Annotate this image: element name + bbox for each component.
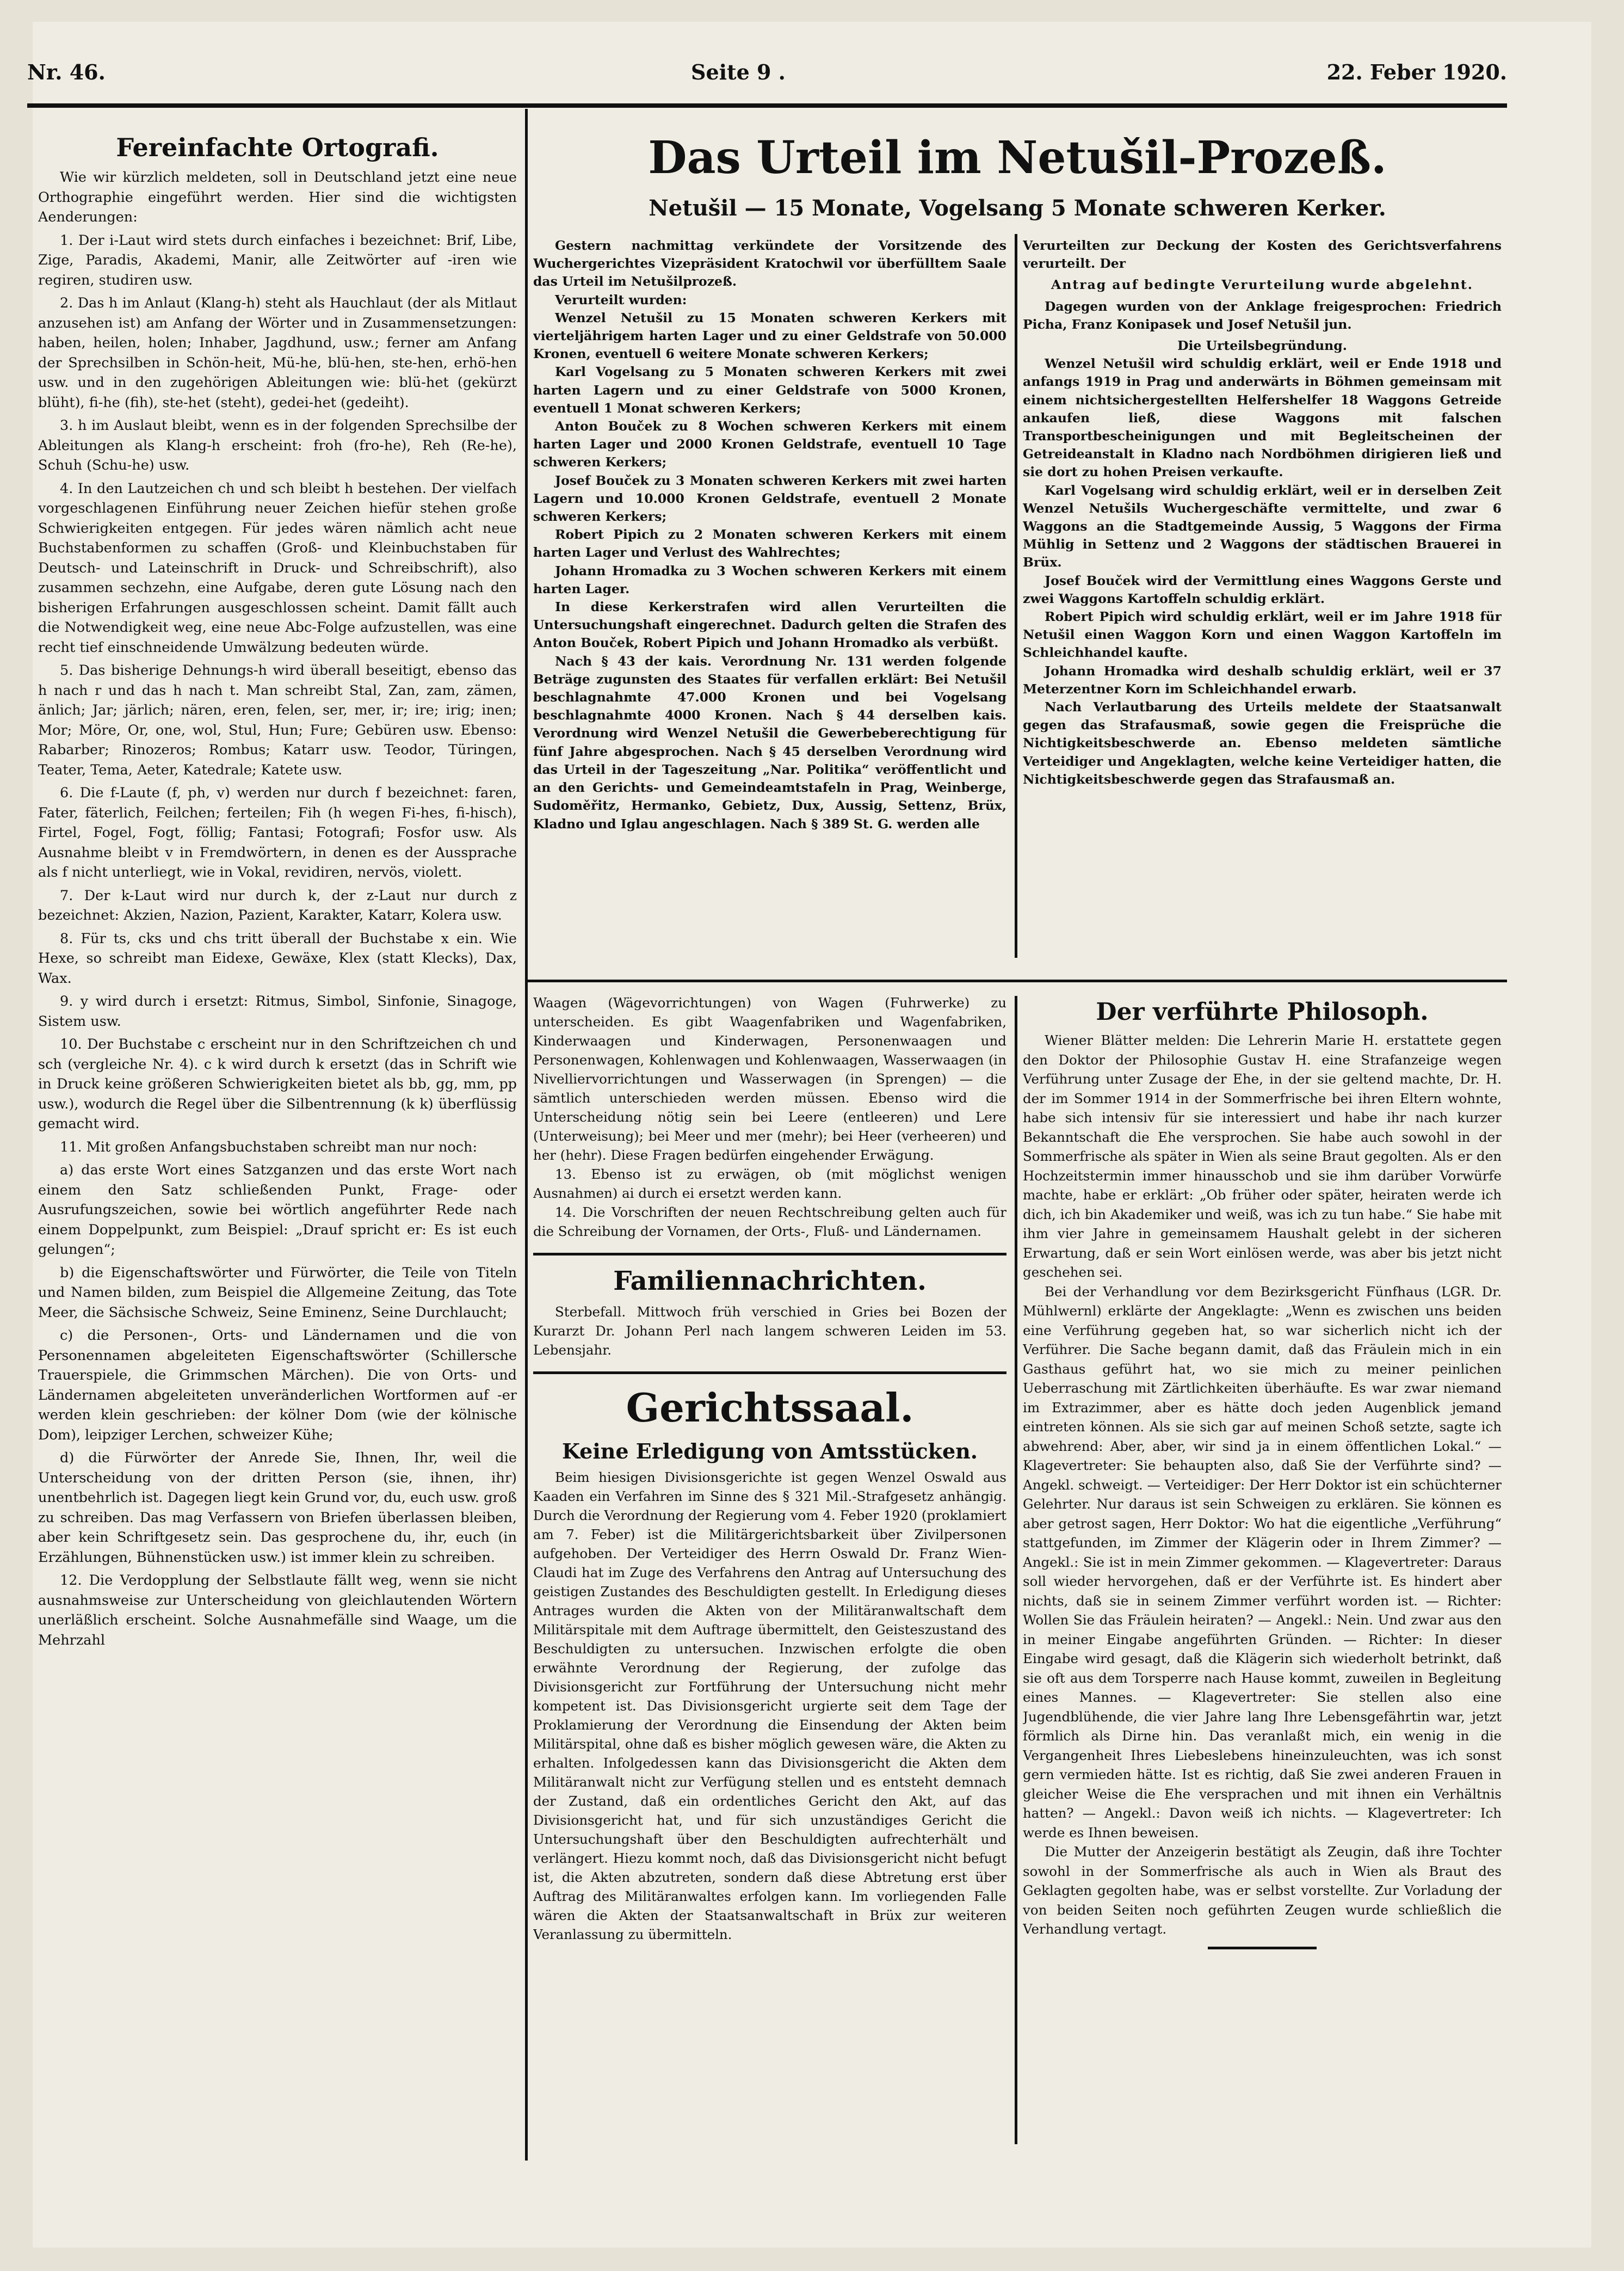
urteil-column-right	[1023, 237, 1502, 977]
ortografie-title: Fereinfachte Ortografi.	[116, 133, 439, 162]
ortografie-paragraph: 8. Für ts, cks und chs tritt überall der Buchstabe x ein. Wie Hexe, so schreibt man Eidexe, Gewäxe, Klex (statt Klecks), Dax, Wax.	[38, 930, 517, 987]
article-philosoph	[1023, 996, 1502, 2144]
ortografie-paragraph: 6. Die f-Laute (f, ph, v) werden nur durch f bezeichnet: faren, Fater, fäterlich, Feilchen; ferteilen; Fih (h wegen Fi-hes, fi-hisch), Firtel, Fogel, Fogt, föllig; Fantasi; Fotografi; Fosfor usw. Als Ausnahme bleibt v in Fremdwörtern, in denen es der Aussprache als f nicht unterliegt, wie in Vokal, revidiren, nervös, violett.	[38, 785, 517, 881]
ortografie-paragraph: 4. In den Lautzeichen ch und sch bleibt h bestehen. Der vielfach vorgeschlagenen Einführung neuer Zeichen hiefür stehen große Schwierigkeiten entgegen. Für jedes wären nämlich acht neue Buchstabenformen zu schaffen (Groß- und Kleinbuchstaben für Deutsch- und Lateinschrift in Druck- und Schreibschrift), also zusammen sechzehn, eine Aufgabe, deren gute Lösung nach den bisherigen Erfahrungen ausgeschlossen scheint. Damit fällt auch die Notwendigkeit weg, eine neue Abc-Folge aufzustellen, was eine recht tief einschneidende Umwälzung bedeuten würde.	[38, 480, 517, 656]
urteil-paragraph: Gestern nachmittag verkündete der Vorsitzende des Wuchergerichtes Vizepräsident Kratochwil vor überfülltem Saale das Urteil im Netušilprozeß.	[533, 238, 1006, 290]
ortografie-paragraph: a) das erste Wort eines Satzganzen und das erste Wort nach einem den Satz schließenden Punkt, Frage- oder Ausrufungszeichen, sowie bei wörtlich angeführter Rede nach einem Doppelpunkt, zum Beispiel: „Drauf spricht er: Es ist euch gelungen“;	[38, 1162, 517, 1258]
ortografie-paragraph: 3. h im Auslaut bleibt, wenn es in der folgenden Sprechsilbe der Ableitungen als Klang-h erscheint: froh (fro-he), Reh (Re-he), Schuh (Schu-he) usw.	[38, 417, 517, 473]
urteil-paragraph: Johann Hromadka zu 3 Wochen schweren Kerkers mit einem harten Lager.	[533, 563, 1006, 596]
urteil-paragraph: Josef Bouček zu 3 Monaten schweren Kerkers mit zwei harten Lagern und 10.000 Kronen Geldstrafe, eventuell 2 Monate schweren Kerkers;	[533, 472, 1006, 525]
familien-text: Sterbefall. Mittwoch früh verschied in Gries bei Bozen der Kurarzt Dr. Johann Perl nach langem schweren Leiden im 53. Lebensjahr.	[533, 1304, 1006, 1358]
urteil-paragraph: Karl Vogelsang zu 5 Monaten schweren Kerkers mit zwei harten Lagern und zu einer Geldstrafe von 5000 Kronen, eventuell 1 Monat schweren Kerkers;	[533, 364, 1006, 416]
ortografie-body	[38, 168, 517, 1650]
ortografie-paragraph: 13. Ebenso ist zu erwägen, ob (mit möglichst wenigen Ausnahmen) ai durch ei ersetzt werden kann.	[533, 1166, 1006, 1201]
philosoph-paragraph: Die Mutter der Anzeigerin bestätigt als Zeugin, daß ihre Tochter sowohl in der Sommerfrische als auch in Wien als Braut des Geklagten gegolten habe, was er selbst vorstellte. Zur Vorladung der von beiden Seiten noch geführten Zeugen wurde schließlich die Verhandlung vertagt.	[1023, 1844, 1502, 1937]
column-rule-left	[525, 109, 528, 2161]
urteil-paragraph: Johann Hromadka wird deshalb schuldig erklärt, weil er 37 Meterzentner Korn im Schleichhandel erwarb.	[1023, 663, 1502, 697]
ortografie-continuation	[533, 993, 1006, 1241]
section-rule	[533, 1371, 1006, 1374]
urteil-paragraph: Robert Pipich zu 2 Monaten schweren Kerkers mit einem harten Lager und Verlust des Wahlrechtes;	[533, 527, 1006, 561]
ortografie-paragraph: 5. Das bisherige Dehnungs-h wird überall beseitigt, ebenso das h nach r und das h nach t. Man schreibt Stal, Zan, zam, zämen, änlich; Jar; järlich; nären, eren, felen, ser, mer, ir; ire; irig; inen; Mor; Möre, Or, one, wol, Stul, Hun; Fure; Gebüren usw. Ebenso: Rabarber; Rinozeros; Rombus; Katarr usw. Teodor, Türingen, Teater, Tema, Aeter, Katedrale; Katete usw.	[38, 662, 517, 778]
header-rule	[27, 103, 1507, 108]
urteil-paragraph: Robert Pipich wird schuldig erklärt, weil er im Jahre 1918 für Netušil einen Waggon Korn und einen Waggon Kartoffeln im Schleichhandel kaufte.	[1023, 609, 1502, 661]
ortografie-paragraph: c) die Personen-, Orts- und Ländernamen und die von Personennamen abgeleiteten Eigenschaftswörter (Schillersche Trauerspiele, die Grimmschen Märchen). Die von Orts- und Ländernamen abgeleiteten unveränderlichen Wortformen auf -er werden klein geschrieben: der kölner Dom (wie der kölnische Dom), leipziger Lerchen, schweizer Kühe;	[38, 1327, 517, 1443]
urteil-subheading: Die Urteilsbegründung.	[1177, 338, 1347, 354]
urteil-paragraph: Nach § 43 der kais. Verordnung Nr. 131 werden folgende Beträge zugunsten des Staates für verfallen erklärt: Bei Netušil beschlagnahmte 47.000 Kronen und bei Vogelsang beschlagnahmte 4000 Kronen. Nach § 44 derselben kais. Verordnung wird Wenzel Netušil die Gewerbeberechtigung für fünf Jahre abgesprochen. Nach § 45 derselben Verordnung wird das Urteil in der Tageszeitung „Nar. Politika“ veröffentlicht und an den Gerichts- und Gemeindeamtstafeln in Prag, Weinberge, Sudoměřitz, Hermanko, Gebietz, Dux, Aussig, Settenz, Brüx, Kladno und Iglau angeschlagen. Nach § 389 St. G. werden alle	[533, 653, 1006, 832]
end-rule	[1208, 1947, 1317, 1949]
ortografie-paragraph: 2. Das h im Anlaut (Klang-h) steht als Hauchlaut (der als Mitlaut anzusehen ist) am Anfang der Wörter und in Zusammensetzungen: haben, heilen, holen; Inhaber, Jagdhund, usw.; ferner am Anfang der Sprechsilben in Schön-heit, Mü-he, blü-hen, ste-hen, erhö-hen usw. und in den zugehörigen Ableitungen wie: blü-het (gekürzt blüht), fi-he (fih), ste-het (steht), gedei-het (gedeiht).	[38, 295, 517, 411]
urteil-subtitle: Netušil — 15 Monate, Vogelsang 5 Monate schweren Kerker.	[649, 195, 1386, 221]
gerichtssaal-title: Gerichtssaal.	[626, 1384, 914, 1431]
ortografie-paragraph: 9. y wird durch i ersetzt: Ritmus, Simbol, Sinfonie, Sinagoge, Sistem usw.	[38, 993, 517, 1030]
page-header	[27, 60, 1507, 93]
urteil-paragraph: Anton Bouček zu 8 Wochen schweren Kerkers mit einem harten Lager und 2000 Kronen Geldstrafe, eventuell 10 Tage schweren Kerkers;	[533, 418, 1006, 470]
ortografie-paragraph: 12. Die Verdopplung der Selbstlaute fällt weg, wenn sie nicht ausnahmsweise zur Unterscheidung von gleichlautenden Wörtern unerläßlich erscheint. Solche Ausnahmefälle sind Waage, um die Mehrzahl	[38, 1572, 517, 1648]
urteil-paragraph: Karl Vogelsang wird schuldig erklärt, weil er in derselben Zeit Wenzel Netušils Wuchergeschäfte vermittelte, und zwar 6 Waggons an die Stadtgemeinde Aussig, 5 Waggons der Firma Mühlig in Settenz und 2 Waggons der städtischen Brauerei in Brüx.	[1023, 482, 1502, 570]
urteil-paragraph: Wenzel Netušil zu 15 Monaten schweren Kerkers mit vierteljährigem harten Lager und zu einer Geldstrafe von 50.000 Kronen, eventuell 6 weitere Monate schweren Kerkers;	[533, 310, 1006, 362]
ortografie-paragraph: 14. Die Vorschriften der neuen Rechtschreibung gelten auch für die Schreibung der Vornamen, der Orts-, Fluß- und Ländernamen.	[533, 1204, 1006, 1239]
issue-number: Nr. 46.	[27, 60, 106, 84]
philosoph-paragraph: Wiener Blätter melden: Die Lehrerin Marie H. erstattete gegen den Doktor der Philosophie Gustav H. eine Strafanzeige wegen Verführung unter Zusage der Ehe, in der sie geltend machte, Dr. H. der im Sommer 1914 in der Sommerfrische bei ihren Eltern wohnte, habe sich intensiv für sie interessiert und habe ihr nach kurzer Bekanntschaft die Ehe versprochen. Sie habe auch sowohl in der Sommerfrische als später in Wien als seine Braut gegolten. Als er den Hochzeitstermin immer hinausschob und sie ihm darüber Vorwürfe machte, habe er erklärt: „Ob früher oder später, heiraten werde ich dich, ich bin Akademiker und weiß, was ich zu tun habe.“ Sie habe mit ihm vier Jahre in gemeinsamem Haushalt gelebt in der sicheren Erwartung, daß er sein Wort einlösen werde, was aber bis jetzt nicht geschehen sei.	[1023, 1032, 1502, 1280]
page-number: Seite 9 .	[691, 60, 786, 84]
ortografie-paragraph: Waagen (Wägevorrichtungen) von Wagen (Fuhrwerke) zu unterscheiden. Es gibt Waagenfabriken und Wagenfabriken, Kinderwaagen und Kinderwagen, Personenwaagen und Personenwagen, Kohlenwagen und Kohlenwaagen, Wasserwaagen (in Nivelliervorrichtungen und Wasserwagen (in Sprengen) — die sämtlich unterschieden werden müssen. Ebenso wird die Unterscheidung nötig sein bei Leere (entleeren) und Lere (Unterweisung); bei Meer und mer (mehr); bei Heer (verheeren) und her (hehr). Diese Fragen bedürfen eingehender Erwägung.	[533, 995, 1006, 1163]
section-rule	[533, 1253, 1006, 1255]
urteil-title: Das Urteil im Netušil-Prozeß.	[648, 132, 1387, 184]
ortografie-paragraph: Wie wir kürzlich meldeten, soll in Deutschland jetzt eine neue Orthographie eingeführt werden. Hier sind die wichtigsten Aenderungen:	[38, 169, 517, 225]
urteil-paragraph: In diese Kerkerstrafen wird allen Verurteilten die Untersuchungshaft eingerechnet. Dadurch gelten die Strafen des Anton Bouček, Robert Pipich und Johann Hromadko als verbüßt.	[533, 599, 1006, 651]
philosoph-title: Der verführte Philosoph.	[1096, 998, 1429, 1026]
gerichtssaal-subtitle: Keine Erledigung von Amtsstücken.	[561, 1439, 978, 1463]
ortografie-paragraph: d) die Fürwörter der Anrede Sie, Ihnen, Ihr, weil die Unterscheidung von der dritten Person (sie, ihnen, ihr) unentbehrlich ist. Dagegen liegt kein Grund vor, du, euch usw. groß zu schreiben. Das mag Verfassern von Briefen überlassen bleiben, aber kein Schriftgesetz sein. Das gesprochene du, ihr, euch (in Erzählungen, Bühnenstücken usw.) ist immer klein zu schreiben.	[38, 1450, 517, 1566]
urteil-paragraph: Verurteilt wurden:	[555, 292, 687, 307]
column-rule-right	[1015, 996, 1017, 2144]
article-ortografie	[38, 131, 517, 2144]
urteil-column-left	[533, 237, 1006, 977]
column-rule-urteil	[1015, 234, 1017, 958]
urteil-headline	[533, 128, 1502, 237]
column-middle-lower	[533, 993, 1006, 2147]
ortografie-paragraph: 11. Mit großen Anfangsbuchstaben schreibt man nur noch:	[60, 1138, 478, 1155]
urteil-paragraph: Dagegen wurden von der Anklage freigesprochen: Friedrich Picha, Franz Konipasek und Josef Netušil jun.	[1023, 298, 1502, 332]
urteil-paragraph: Josef Bouček wird der Vermittlung eines Waggons Gerste und zwei Waggons Kartoffeln schuldig erklärt.	[1023, 573, 1502, 606]
philosoph-paragraph: Bei der Verhandlung vor dem Bezirksgericht Fünfhaus (LGR. Dr. Mühlwernl) erklärte der Angeklagte: „Wenn es zwischen uns beiden eine Verführung gegeben hat, so war sicherlich nicht ich der Verführer. Die Sache begann damit, daß das Fräulein mich in ein Gasthaus geführt hat, wo sie mich zu meiner peinlichen Ueberraschung mit Zärtlichkeiten überhäufte. Es war zwar niemand im Extrazimmer, aber es hätte doch jeden Augenblick jemand eintreten können. Als sie sich gar auf meinen Schoß setzte, sagte ich abwehrend: Aber, aber, wir sind ja in einem öffentlichen Lokal.“ — Klagevertreter: Sie behaupten also, daß Sie der Verführte sind? — Angekl. schweigt. — Verteidiger: Der Herr Doktor ist ein schüchterner Gelehrter. Nur daraus ist sein Schweigen zu erklären. Sie können es aber getrost sagen, Herr Doktor: Wo hat die eigentliche „Verführung“ stattgefunden, im Zimmer der Klägerin oder in Ihrem Zimmer? — Angekl.: Sie ist in mein Zimmer gekommen. — Klagevertreter: Daraus soll wieder hervorgehen, daß er der Verführte ist. Es hindert aber nichts, daß sie in seinem Zimmer verführt worden ist. — Richter: Wollen Sie das Fräulein heiraten? — Angekl.: Nein. Und zwar aus den in meiner Eingabe angeführten Gründen. — Richter: In dieser Eingabe wird gesagt, daß die Klägerin sich wiederholt betrinkt, daß sie oft aus dem Torsperre nach Hause kommt, zuweilen in Begleitung eines Mannes. — Klagevertreter: Sie stellen also eine Jugendblühende, die vier Jahre lang Ihre Lebensgefährtin war, jetzt förmlich als Dirne hin. Das veranlaßt mich, ein wenig in die Vergangenheit Ihres Liebeslebens hineinzuleuchten, was ich sonst gern vermieden hätte. Ist es richtig, daß Sie zwei anderen Frauen in gleicher Weise die Ehe versprachen und mit ihnen ein Verhältnis hatten? — Angekl.: Davon weiß ich nichts. — Klagevertreter: Ich werde es Ihnen beweisen.	[1023, 1283, 1502, 1841]
ortografie-paragraph: b) die Eigenschaftswörter und Fürwörter, die Teile von Titeln und Namen bilden, zum Beispiel die Allgemeine Zeitung, das Tote Meer, die Sächsische Schweiz, Seine Eminenz, Seine Durchlaucht;	[38, 1264, 517, 1321]
issue-date: 22. Feber 1920.	[1326, 60, 1507, 84]
ortografie-paragraph: 1. Der i-Laut wird stets durch einfaches i bezeichnet: Brif, Libe, Zige, Paradis, Akademi, Manir, alle Zeitwörter auf -iren wie regiren, studiren usw.	[38, 232, 517, 288]
gerichtssaal-paragraph: Beim hiesigen Divisionsgerichte ist gegen Wenzel Oswald aus Kaaden ein Verfahren im Sinne des § 321 Mil.-Strafgesetz anhängig. Durch die Verordnung der Regierung vom 4. Feber 1920 (proklamiert am 7. Feber) ist die Militärgerichtsbarkeit über Zivilpersonen aufgehoben. Der Verteidiger des Herrn Oswald Dr. Franz Wien-Claudi hat im Zuge des Verfahrens den Antrag auf Untersuchung des geistigen Zustandes des Beschuldigten gestellt. In Erledigung dieses Antrages wurden die Akten von der Militäranwaltschaft dem Militärspitale mit dem Auftrage übermittelt, den Geisteszustand des Beschuldigten zu untersuchen. Inzwischen erfolgte die oben erwähnte Verordnung der Regierung, der zufolge das Divisionsgericht zur Fortführung der Untersuchung nicht mehr kompetent ist. Das Divisionsgericht urgierte seit dem Tage der Proklamierung der Verordnung die Einsendung der Akten beim Militärspital, ohne daß es bisher möglich gewesen wäre, die Akten zu erhalten. Infolgedessen kann das Divisionsgericht die Akten dem Militäranwalt nicht zur Verfügung stellen und es entsteht demnach der Zustand, daß ein ordentliches Gericht den Akt, auf das Divisionsgericht hat, und für sich unzuständiges Gericht die Untersuchungshaft über den Beschuldigten aufrechterhält und verlängert. Hiezu kommt noch, daß das Divisionsgericht nicht befugt ist, die Akten abzutreten, sondern daß diese Abtretung erst über Auftrag des Militäranwaltes erfolgen kann. Im vorliegenden Falle wären die Akten der Staatsanwaltschaft in Brüx zur weiteren Veranlassung zu übermitteln.	[533, 1469, 1006, 1942]
urteil-paragraph: Antrag auf bedingte Verurteilung wurde abgelehnt.	[1051, 277, 1473, 293]
urteil-paragraph: Nach Verlautbarung des Urteils meldete der Staatsanwalt gegen das Strafausmaß, sowie gegen die Freisprüche die Nichtigkeitsbeschwerde an. Ebenso meldeten sämtliche Verteidiger und Angeklagten, welche keine Verteidiger hatten, die Nichtigkeitsbeschwerde gegen das Strafausmaß an.	[1023, 699, 1502, 787]
ortografie-paragraph: 10. Der Buchstabe c erscheint nur in den Schriftzeichen ch und sch (vergleiche Nr. 4). c k wird durch k ersetzt (das in Schrift wie in Druck keine größeren Schwierigkeiten bietet als bb, gg, mm, pp usw.), wodurch die Regel über die Silbentrennung (k k) überflüssig gemacht wird.	[38, 1036, 517, 1132]
urteil-paragraph: Verurteilten zur Deckung der Kosten des Gerichtsverfahrens verurteilt. Der	[1023, 238, 1502, 272]
familien-title: Familiennachrichten.	[613, 1266, 927, 1296]
urteil-paragraph: Wenzel Netušil wird schuldig erklärt, weil er Ende 1918 und anfangs 1919 in Prag und anderwärts in Böhmen gemeinsam mit einem nichtsichergestellten Helfershelfer 18 Waggons Getreide ankaufen ließ, diese Waggons mit falschen Transportbescheinigungen und mit Begleitscheinen der Getreideanstalt in Kladno nach Nordböhmen dirigieren ließ und sie dort zu hohen Preisen verkaufte.	[1023, 356, 1502, 480]
urteil-bottom-rule	[528, 980, 1507, 982]
ortografie-paragraph: 7. Der k-Laut wird nur durch k, der z-Laut nur durch z bezeichnet: Akzien, Nazion, Pazient, Karakter, Katarr, Kolera usw.	[38, 887, 517, 924]
